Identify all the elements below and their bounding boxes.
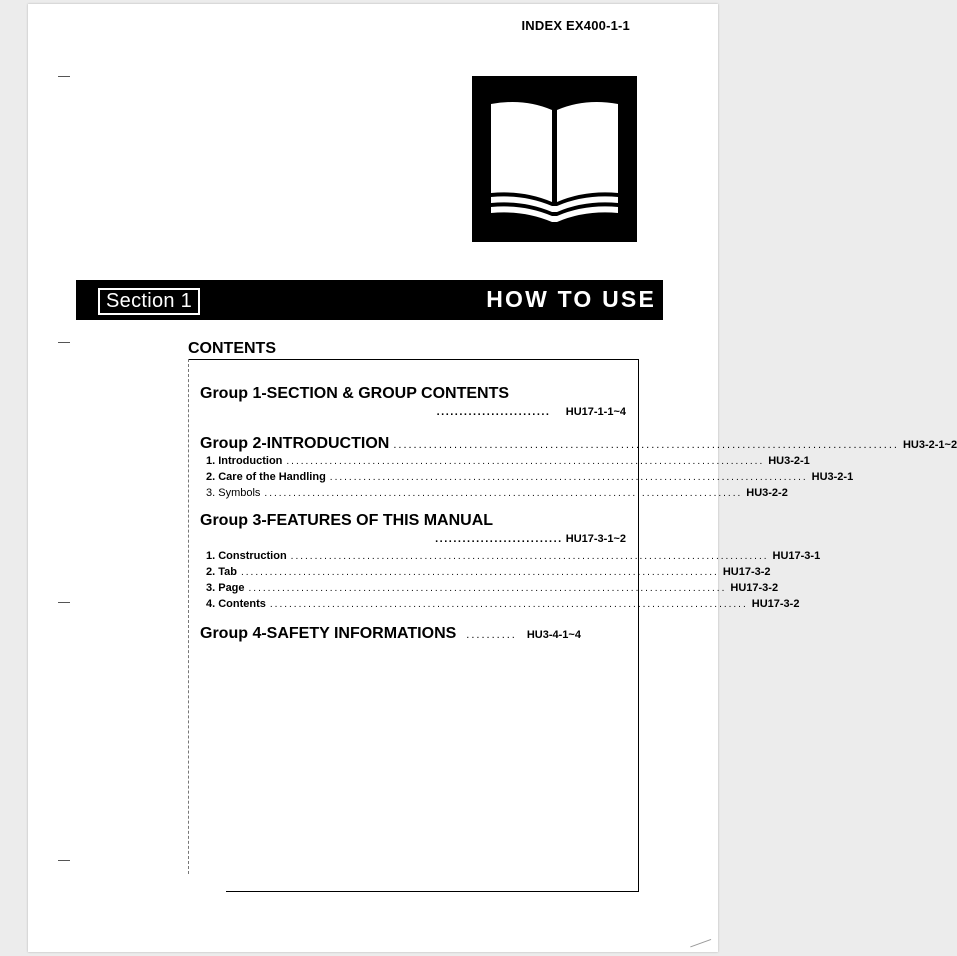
contents-frame-left — [188, 359, 189, 874]
group-ref: HU3-4-1~4 — [526, 629, 581, 641]
toc-item — [206, 487, 788, 499]
item-label: 1. Construction — [206, 550, 287, 562]
item-ref: HU3-2-1 — [768, 455, 810, 467]
section-banner — [76, 280, 663, 320]
group-ref: HU17-1-1~4 — [565, 406, 626, 418]
margin-mark — [58, 76, 70, 77]
item-label: 3. Symbols — [206, 487, 261, 499]
dot-leader: ......................... — [436, 406, 551, 418]
dot-leader: .......... — [466, 629, 517, 641]
dot-leader: ............................ — [435, 533, 563, 545]
toc-item — [206, 471, 854, 483]
section-label: Section 1 — [98, 288, 200, 315]
toc-item — [206, 582, 779, 594]
contents-heading: CONTENTS — [188, 340, 276, 357]
dot-leader: .................................................................................................... — [240, 567, 719, 578]
group-row — [200, 435, 957, 453]
item-ref: HU17-3-2 — [751, 598, 800, 610]
dot-leader: .................................................................................................... — [329, 472, 808, 483]
item-ref: HU3-2-1 — [811, 471, 854, 483]
group-ref: HU3-2-1~2 — [902, 439, 957, 451]
dot-leader: .................................................................................................... — [290, 551, 769, 562]
group-title: Group 1-SECTION & GROUP CONTENTS — [200, 385, 510, 402]
group-row — [200, 625, 626, 643]
page-curl-mark — [687, 930, 711, 948]
document-page — [28, 4, 957, 952]
group-title: Group 4-SAFETY INFORMATIONS — [200, 625, 457, 642]
dot-leader: .................................................................................................... — [264, 488, 743, 499]
toc-item — [206, 566, 771, 578]
group-ref-line — [200, 406, 626, 418]
item-label: 2. Tab — [206, 566, 237, 578]
item-ref: HU3-2-2 — [746, 487, 788, 499]
toc-item — [206, 455, 810, 467]
item-label: 1. Introduction — [206, 455, 283, 467]
margin-mark — [58, 342, 70, 343]
item-label: 3. Page — [206, 582, 245, 594]
item-label: 2. Care of the Handling — [206, 471, 326, 483]
group-title: Group 3-FEATURES OF THIS MANUAL — [200, 512, 494, 529]
item-ref: HU17-3-1 — [772, 550, 821, 562]
group-ref-line — [200, 533, 626, 545]
item-label: 4. Contents — [206, 598, 266, 610]
contents-frame-bottom — [226, 891, 639, 892]
item-ref: HU17-3-2 — [730, 582, 779, 594]
dot-leader: .................................................................................................... — [286, 456, 765, 467]
dot-leader: .................................................................................................... — [248, 583, 727, 594]
group-title: Group 2-INTRODUCTION — [200, 435, 390, 452]
margin-mark — [58, 602, 70, 603]
toc-item — [206, 598, 800, 610]
group-ref: HU17-3-1~2 — [565, 533, 626, 545]
open-book-icon — [472, 76, 637, 242]
margin-mark — [58, 860, 70, 861]
dot-leader: .................................................................................................... — [393, 439, 899, 451]
section-title: HOW TO USE — [486, 286, 656, 312]
page-id: INDEX EX400-1-1 — [521, 18, 630, 33]
toc-item — [206, 550, 821, 562]
item-ref: HU17-3-2 — [722, 566, 771, 578]
dot-leader: .................................................................................................... — [269, 599, 748, 610]
contents-frame — [188, 359, 639, 360]
